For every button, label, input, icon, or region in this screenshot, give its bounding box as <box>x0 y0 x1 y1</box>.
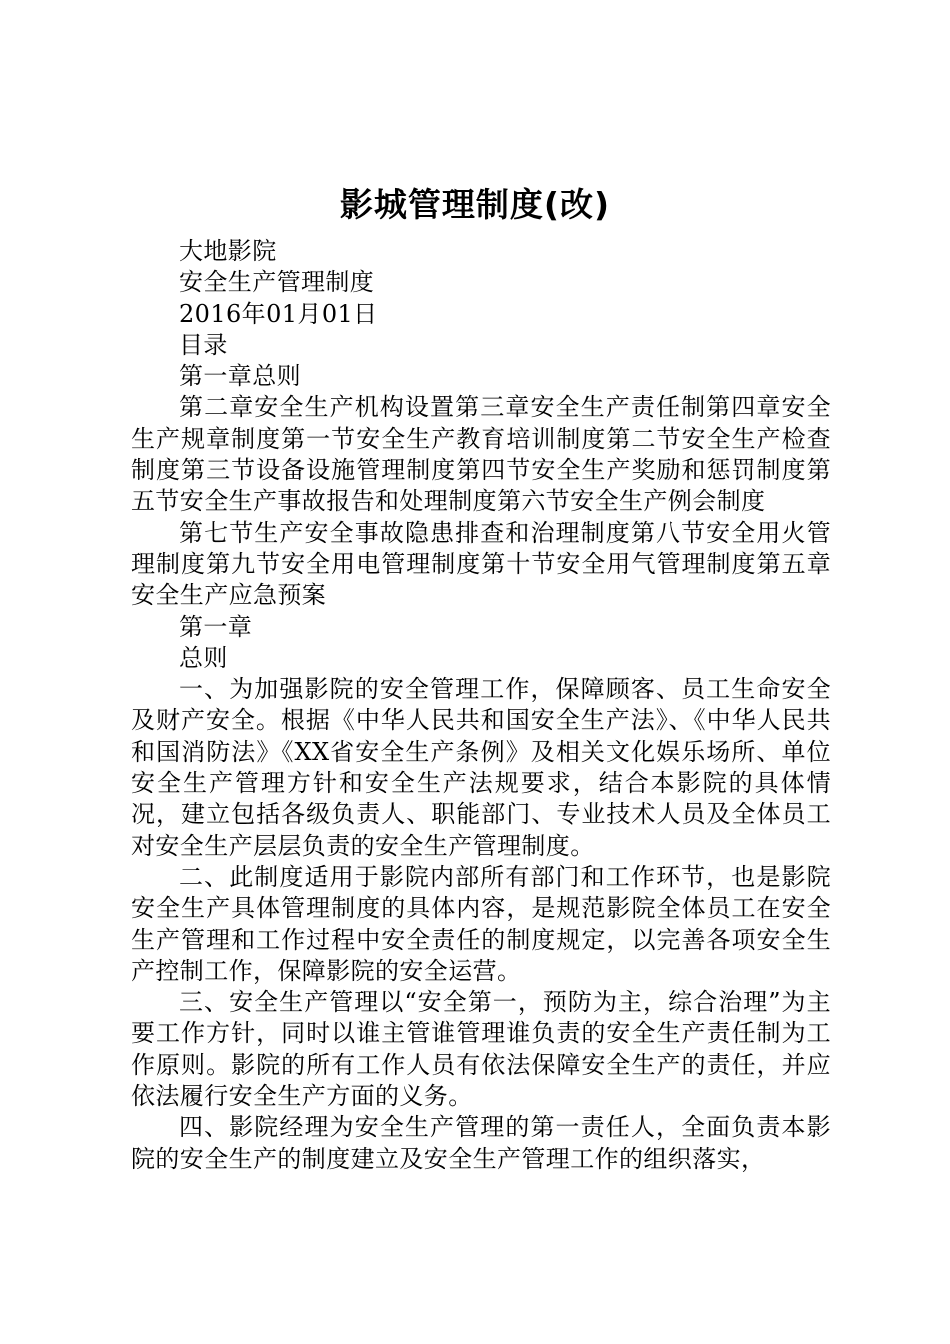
article-paragraph: 二、此制度适用于影院内部所有部门和工作环节，也是影院安全生产具体管理制度的具体内容，是规范影院全体员工在安全生产管理和工作过程中安全责任的制度规定，以完善各项安全生产控制工作，保障影院的安全运营。 <box>131 862 831 985</box>
document-subtitle: 安全生产管理制度 <box>179 268 375 297</box>
article-paragraph: 一、为加强影院的安全管理工作，保障顾客、员工生命安全及财产安全。根据《中华人民共和国安全生产法》、《中华人民共和国消防法》《XX省安全生产条例》及相关文化娱乐场所、单位安全生产管理方针和安全生产法规要求，结合本影院的具体情况，建立包括各级负责人、职能部门、专业技术人员及全体员工对安全生产层层负责的安全生产管理制度。 <box>131 675 831 860</box>
chapter-number: 第一章 <box>179 612 253 641</box>
chapter-name: 总则 <box>179 643 228 672</box>
article-paragraph: 四、影院经理为安全生产管理的第一责任人，全面负责本影院的安全生产的制度建立及安全生产管理工作的组织落实， <box>131 1113 831 1173</box>
document-date: 2016年01月01日 <box>179 299 378 328</box>
document-body <box>131 236 831 1175</box>
toc-paragraph: 第七节生产安全事故隐患排查和治理制度第八节安全用火管理制度第九节安全用电管理制度第十节安全用气管理制度第五章安全生产应急预案 <box>131 518 831 610</box>
toc-heading: 目录 <box>179 330 228 359</box>
article-paragraph: 三、安全生产管理以“安全第一，预防为主，综合治理”为主要工作方针，同时以谁主管谁管理谁负责的安全生产责任制为工作原则。影院的所有工作人员有依法保障安全生产的责任，并应依法履行安全生产方面的义务。 <box>131 988 831 1111</box>
document-title: 影城管理制度(改) <box>339 185 611 224</box>
toc-first-entry: 第一章总则 <box>179 362 301 391</box>
cinema-name: 大地影院 <box>179 237 277 265</box>
toc-paragraph: 第二章安全生产机构设置第三章安全生产责任制第四章安全生产规章制度第一节安全生产教育培训制度第二节安全生产检查制度第三节设备设施管理制度第四节安全生产奖励和惩罚制度第五节安全生产事故报告和处理制度第六节安全生产例会制度 <box>131 393 831 516</box>
